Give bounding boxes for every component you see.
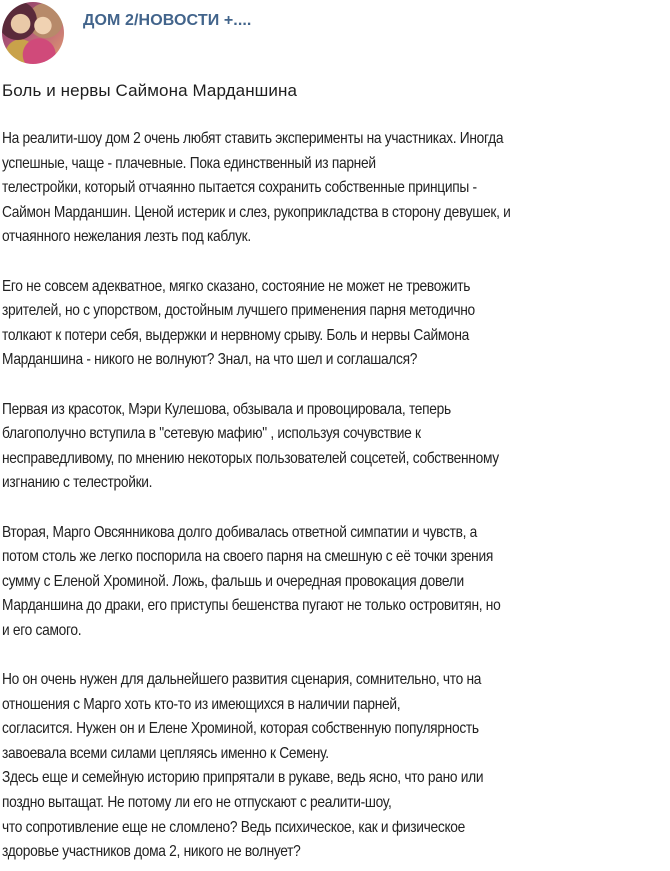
text-line: благополучно вступила в "сетевую мафию" , используя сочувствие к [2,425,421,443]
text-line: зрителей, но с упорством, достойным лучшего применения парня методично [2,302,475,320]
text-line: поздно вытащат. Не потому ли его не отпускают с реалити-шоу, [2,794,392,812]
text-line: и его самого. [2,621,82,639]
text-line: успешные, чаще - плачевные. Пока единственный из парней [2,154,376,172]
text-line: завоевала всеми силами цепляясь именно к Семену. [2,744,329,762]
text-line: Первая из красоток, Мэри Кулешова, обзывала и провоцировала, теперь [2,400,451,418]
post-title: Боль и нервы Саймона Марданшина [2,81,298,100]
text-line: сумму с Еленой Хроминой. Ложь, фальшь и очередная провокация довели [2,572,464,590]
text-line: отношения с Марго хоть кто-то из имеющихся в наличии парней, [2,695,401,713]
paragraph-2 [2,275,576,373]
paragraph-3 [2,398,576,496]
text-line: Вторая, Марго Овсянникова долго добивалась ответной симпатии и чувств, а [2,523,478,541]
text-line: изгнанию с телестройки. [2,474,153,492]
paragraph-1 [2,127,576,250]
text-line: толкают к потери себя, выдержки и нервному срыву. Боль и нервы Саймона [2,326,470,344]
paragraph-5 [2,668,576,865]
post-body [2,127,670,865]
text-line: Марданшина до драки, его приступы бешенства пугают не только островитян, но [2,597,501,615]
text-line: Его не совсем адекватное, мягко сказано, состояние не может не тревожить [2,277,471,295]
group-avatar[interactable] [2,2,64,64]
post-header [0,0,670,70]
paragraph-4 [2,521,576,644]
text-line: телестройки, который отчаянно пытается сохранить собственные принципы - [2,179,477,197]
text-line: На реалити-шоу дом 2 очень любят ставить эксперименты на участниках. Иногда [2,130,504,147]
text-line: что сопротивление еще не сломлено? Ведь психическое, как и физическое [2,818,466,836]
text-line: Марданшина - никого не волнуют? Знал, на что шел и соглашался? [2,351,418,369]
text-line: здоровье участников дома 2, никого не волнует? [2,843,301,861]
text-line: Здесь еще и семейную историю припрятали в рукаве, ведь ясно, что рано или [2,769,484,787]
text-line: согласится. Нужен он и Елене Хроминой, которая собственную популярность [2,720,479,738]
text-line: отчаянного нежелания лезть под каблук. [2,228,251,246]
text-line: Но он очень нужен для дальнейшего развития сценария, сомнительно, что на [2,671,482,689]
group-name-link[interactable]: ДОМ 2/НОВОСТИ +.... [83,12,252,29]
text-line: несправедливому, по мнению некоторых пользователей соцсетей, собственному [2,449,499,467]
text-line: потом столь же легко поспорила на своего парня на смешную с её точки зрения [2,548,494,566]
text-line: Саймон Марданшин. Ценой истерик и слез, рукоприкладства в сторону девушек, и [2,203,511,221]
